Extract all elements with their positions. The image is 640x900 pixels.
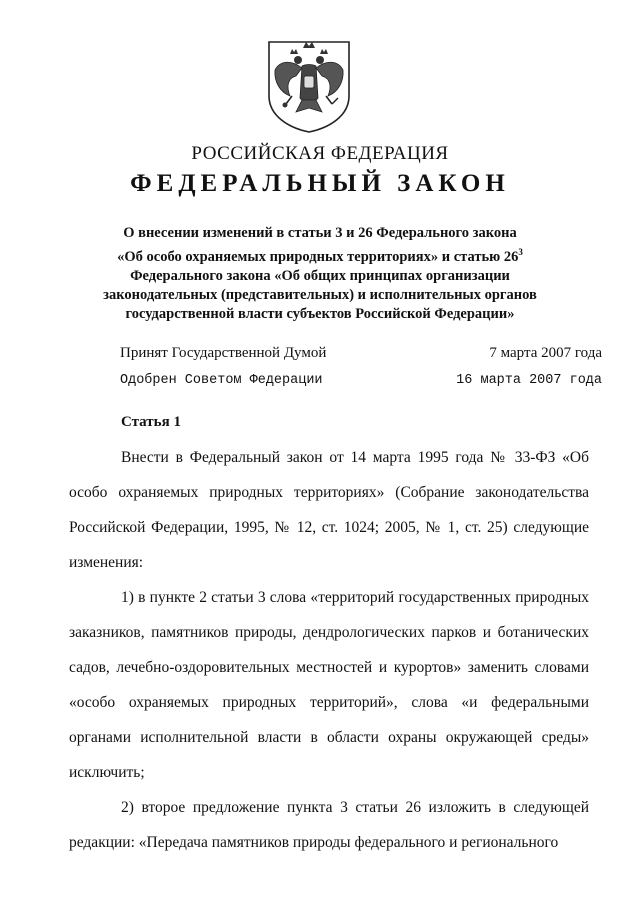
law-title-line: Федерального закона «Об общих принципах организации bbox=[130, 267, 510, 284]
law-title-line bbox=[60, 243, 580, 267]
law-title-text: «Об особо охраняемых природных территориях» и статью 26 bbox=[117, 248, 519, 265]
article-paragraph: 2) второе предложение пункта 3 статьи 26 изложить в следующей редакции: «Передача памятников природы федерального и регионального bbox=[69, 799, 589, 851]
law-title-line: государственной власти субъектов Российской Федерации» bbox=[125, 305, 515, 322]
adoption-duma-date: 7 марта 2007 года bbox=[489, 345, 602, 361]
law-title bbox=[60, 224, 580, 324]
law-title-line: О внесении изменений в статьи 3 и 26 Федерального закона bbox=[123, 225, 517, 241]
adoption-duma-label: Принят Государственной Думой bbox=[120, 345, 327, 361]
law-type: ФЕДЕРАЛЬНЫЙ ЗАКОН bbox=[130, 170, 510, 197]
superscript: 3 bbox=[518, 247, 523, 257]
article-paragraph: Внести в Федеральный закон от 14 марта 1995 года № 33-ФЗ «Об особо охраняемых природных территориях» (Собрание законодательства Российской Федерации, 1995, № 12, ст. 1024; 2005, № 1, ст. 25) следующие изменения: bbox=[69, 449, 589, 571]
adoption-council-label: Одобрен Советом Федерации bbox=[120, 373, 323, 388]
russian-coat-of-arms-icon bbox=[266, 38, 352, 134]
law-title-line: законодательных (представительных) и исполнительных органов bbox=[103, 286, 537, 303]
adoption-council-date: 16 марта 2007 года bbox=[456, 373, 602, 388]
country-name: РОССИЙСКАЯ ФЕДЕРАЦИЯ bbox=[191, 143, 449, 164]
article-heading: Статья 1 bbox=[121, 414, 181, 430]
article-paragraph: 1) в пункте 2 статьи 3 слова «территорий государственных природных заказников, памятников природы, дендрологических парков и ботанических садов, лечебно-оздоровительных местностей и курортов» заменить словами «особо охраняемых природных территорий», слова «и федеральными органами исполнительной власти в области охраны окружающей среды» исключить; bbox=[69, 589, 589, 781]
